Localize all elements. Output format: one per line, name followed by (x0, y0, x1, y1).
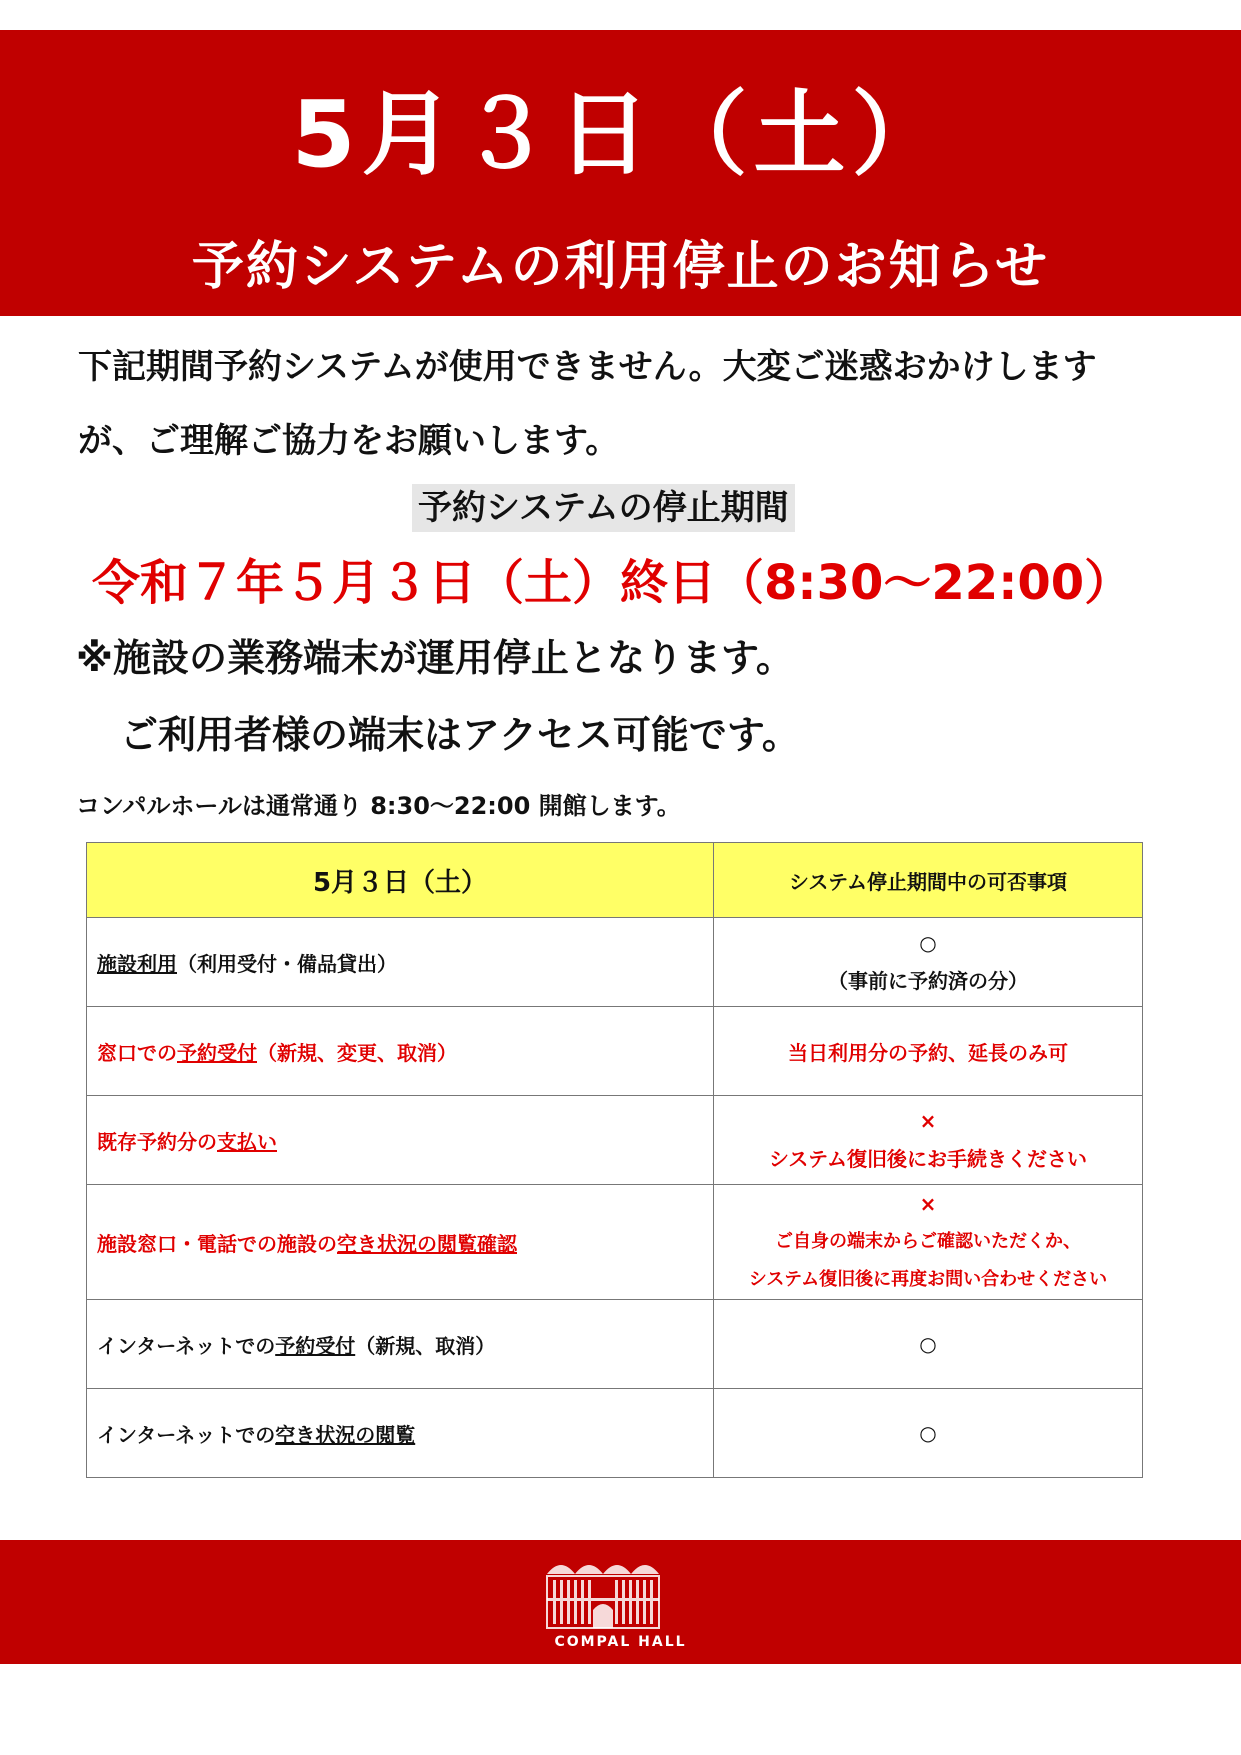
table-cell-item (87, 1096, 714, 1185)
period-text: 令和７年５月３日（土）終日（8:30～22:00） (92, 555, 1133, 611)
item-pre: 既存予約分の (97, 1129, 217, 1154)
availability-table (86, 842, 1143, 1478)
table-cell-status (714, 918, 1143, 1007)
notice-title: 予約システムの利用停止のお知らせ (191, 237, 1050, 297)
item-sub: （利用受付・備品貸出） (177, 951, 397, 976)
intro-text (78, 330, 1178, 478)
notice-date: 5月３日（土） (291, 81, 950, 188)
status-mark: ○ (919, 1332, 937, 1356)
status-mark: × (919, 1192, 937, 1216)
table-cell-item (87, 918, 714, 1007)
opening-note: コンパルホールは通常通り 8:30～22:00 開館します。 (76, 792, 681, 820)
table-row (87, 1185, 1143, 1300)
item-pre: 窓口での (97, 1040, 177, 1065)
header-banner (0, 30, 1241, 316)
intro-line-2: が、ご理解ご協力をお願いします。 (78, 421, 620, 461)
table-cell-item (87, 1185, 714, 1300)
status-sub: ご自身の端末からご確認いただくか、 (775, 1231, 1081, 1252)
table-cell-status (714, 1185, 1143, 1300)
status-mark: ○ (919, 1421, 937, 1445)
table-row (87, 1300, 1143, 1389)
table-header-availability: システム停止期間中の可否事項 (714, 843, 1143, 918)
table-cell-status (714, 1007, 1143, 1096)
status-text: 当日利用分の予約、延長のみ可 (788, 1040, 1068, 1065)
note-line-2: ご利用者様の端末はアクセス可能です。 (120, 713, 800, 757)
table-cell-item (87, 1007, 714, 1096)
building-icon (545, 1554, 661, 1630)
status-sub: （事前に予約済の分） (828, 969, 1028, 993)
table-row (87, 1007, 1143, 1096)
status-mark: ○ (919, 931, 937, 955)
table-cell-item (87, 1300, 714, 1389)
item-sub: （新規、変更、取消） (257, 1040, 457, 1065)
status-mark: × (919, 1109, 937, 1133)
table-cell-status (714, 1096, 1143, 1185)
table-header-row (87, 843, 1143, 918)
item-main: 施設利用 (97, 951, 177, 976)
table-cell-status (714, 1389, 1143, 1478)
table-cell-item (87, 1389, 714, 1478)
note-line-1: ※施設の業務端末が運用停止となります。 (76, 636, 794, 680)
table-row (87, 918, 1143, 1007)
status-sub: システム復旧後にお手続きください (769, 1147, 1087, 1171)
table-header-date: 5月３日（土） (87, 843, 714, 918)
item-main: 空き状況の閲覧確認 (337, 1231, 517, 1256)
table-cell-status (714, 1300, 1143, 1389)
item-main: 支払い (217, 1129, 277, 1154)
item-pre: インターネットでの (97, 1422, 276, 1447)
table-row (87, 1096, 1143, 1185)
status-sub-2: システム復旧後に再度お問い合わせください (748, 1269, 1108, 1290)
intro-line-1: 下記期間予約システムが使用できません。大変ご迷惑おかけします (78, 347, 1097, 387)
period-label: 予約システムの停止期間 (412, 484, 795, 532)
footer-banner (0, 1540, 1241, 1664)
item-sub: （新規、取消） (355, 1333, 496, 1358)
table-row (87, 1389, 1143, 1478)
footer-logo-text: COMPAL HALL (554, 1634, 687, 1650)
item-pre: 施設窓口・電話での施設の (97, 1231, 337, 1256)
item-main: 予約受付 (275, 1333, 356, 1358)
item-main: 空き状況の閲覧 (275, 1422, 416, 1447)
item-pre: インターネットでの (97, 1333, 276, 1358)
item-main: 予約受付 (177, 1040, 257, 1065)
